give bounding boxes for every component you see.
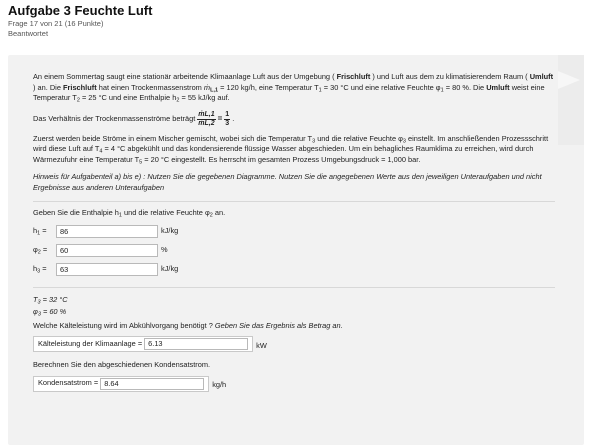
- term-umluft: Umluft: [529, 72, 554, 81]
- phi2-field-row: [33, 243, 555, 258]
- text-segment: und die relative Feuchte φ: [317, 133, 403, 143]
- question-header: [8, 2, 152, 38]
- text-segment: ) an. Die: [33, 82, 61, 92]
- ratio-text: Das Verhältnis der Trockenmassenströme beträgt: [33, 113, 196, 123]
- question-hint: Geben Sie das Ergebnis als Betrag an.: [214, 320, 343, 330]
- h3-unit: kJ/kg: [161, 263, 179, 273]
- subscript: 2: [76, 97, 80, 104]
- answer-status: Beantwortet: [8, 28, 49, 38]
- subscript: 1: [440, 87, 444, 93]
- term-frischluft: Frischluft: [63, 82, 97, 92]
- text-segment: Geben Sie die Enthalpie h: [33, 208, 119, 217]
- term-umluft: Umluft: [486, 82, 510, 92]
- text-segment: = 30 °C und eine relative Feuchte φ: [323, 82, 441, 92]
- given-t3: $T_3 = 32$ °C: [33, 294, 68, 305]
- ratio-paragraph: [33, 111, 555, 128]
- flag-tab[interactable]: [558, 55, 584, 145]
- text-segment: = 25 °C und eine Enthalpie h: [81, 93, 177, 102]
- phi2-input[interactable]: 60: [56, 244, 158, 257]
- kondensat-input[interactable]: 8.64: [100, 378, 204, 390]
- kondensat-answer-box: [33, 376, 209, 392]
- text-segment: = 120 kg/h, eine Temperatur T: [220, 82, 319, 92]
- text-segment: weist eine Temperatur T: [33, 82, 545, 102]
- subscript: 2: [176, 97, 180, 104]
- text-segment: ) und Luft aus dem zu klimatisierendem Raum (: [372, 72, 528, 81]
- kaelte-question: [33, 321, 555, 332]
- mixer-paragraph: [33, 134, 555, 166]
- kondensat-unit: kg/h: [212, 380, 227, 390]
- mdot-symbol: ṁ: [203, 82, 211, 92]
- text-segment: Welche Kälteleistung wird im Abkühlvorgang benötigt ?: [33, 320, 213, 330]
- text-segment: an.: [214, 208, 226, 217]
- question-content: [33, 72, 555, 396]
- ratio-end: .: [232, 113, 235, 123]
- text-segment: = 4 °C abgekühlt und das kondensierende flüssige Wasser abgeschieden. Um ein behagliches Raumklima zu erreichen, wird durch Wärmezufuhr eine Temperatur T: [33, 144, 534, 164]
- given-phi3: $\varphi_3 = 60$ %: [33, 306, 67, 317]
- text-segment: und die relative Feuchte φ: [124, 208, 210, 217]
- h1-field-row: [33, 224, 555, 239]
- phi2-unit: %: [161, 244, 168, 254]
- fraction-denominator: ṁL,2: [198, 119, 215, 127]
- text-segment: Zuerst werden beide Ströme in einem Mischer gemischt, wobei sich die Temperatur T: [33, 133, 313, 143]
- h3-input[interactable]: 63: [56, 263, 158, 276]
- subscript: 1: [318, 87, 322, 93]
- question-card: [8, 55, 584, 445]
- h1-input[interactable]: 86: [56, 225, 158, 238]
- fraction-denominator: 3: [225, 119, 230, 127]
- h3-label: $h_3$ =: [33, 263, 47, 275]
- intro-paragraph: [33, 72, 555, 104]
- h1-label: $h_1$ =: [33, 225, 47, 237]
- subscript: 3: [312, 138, 316, 144]
- phi2-label: $\varphi_2$ =: [33, 244, 48, 256]
- section-divider: [33, 201, 555, 202]
- fraction-numerator: ṁL,1: [198, 110, 215, 118]
- subscript: 1: [118, 212, 122, 219]
- mass-ratio-fraction: [197, 111, 215, 128]
- text-segment: = 80 %. Die: [445, 82, 485, 92]
- subscript: 3: [402, 138, 406, 144]
- kaelte-label: Kälteleistung der Klimaanlage =: [38, 338, 143, 348]
- kondensat-label: Kondensatstrom =: [38, 378, 99, 388]
- kaelte-row: [33, 336, 555, 356]
- part-a-prompt: [33, 208, 555, 219]
- text-segment: = 20 °C eingestellt. Es herrscht im gesamten Prozess Umgebungsdruck = 1,000 bar.: [144, 154, 421, 164]
- equals-sign: =: [217, 113, 223, 123]
- subscript: L,1: [210, 87, 219, 93]
- text-segment: = 55 kJ/kg auf.: [181, 93, 230, 102]
- question-info: Frage 17 von 21 (16 Punkte): [8, 19, 104, 28]
- section-divider: [33, 287, 555, 288]
- term-frischluft: Frischluft: [336, 72, 371, 81]
- h3-field-row: [33, 262, 555, 277]
- subscript: 4: [99, 148, 103, 155]
- subscript: 5: [139, 159, 143, 165]
- kondensat-question: Berechnen Sie den abgeschiedenen Kondensatstrom.: [33, 360, 211, 369]
- h1-unit: kJ/kg: [161, 225, 179, 235]
- text-segment: hat einen Trockenmassenstrom: [98, 82, 202, 92]
- kaelte-answer-box: [33, 336, 253, 352]
- text-segment: An einem Sommertag saugt eine stationär arbeitende Klimaanlage Luft aus der Umgebung (: [33, 72, 335, 81]
- kaelte-unit: kW: [256, 340, 267, 350]
- text-segment: einstellt. Im anschließenden Prozessschritt wird diese Luft auf T: [33, 133, 549, 153]
- hint-text: Hinweis für Aufgabenteil a) bis e) : Nutzen Sie die gegebenen Diagramme. Nutzen Sie die angegebenen Werte aus den jeweiligen Unteraufgaben und nicht Ergebnisse aus anderen Unteraufgaben: [33, 172, 542, 192]
- kondensat-row: [33, 376, 555, 396]
- page-title: Aufgabe 3 Feuchte Luft: [8, 3, 153, 18]
- kaelte-input[interactable]: 6.13: [144, 338, 248, 350]
- fraction-numerator: 1: [225, 110, 230, 118]
- ratio-value-fraction: [224, 111, 230, 128]
- subscript: 2: [209, 212, 213, 219]
